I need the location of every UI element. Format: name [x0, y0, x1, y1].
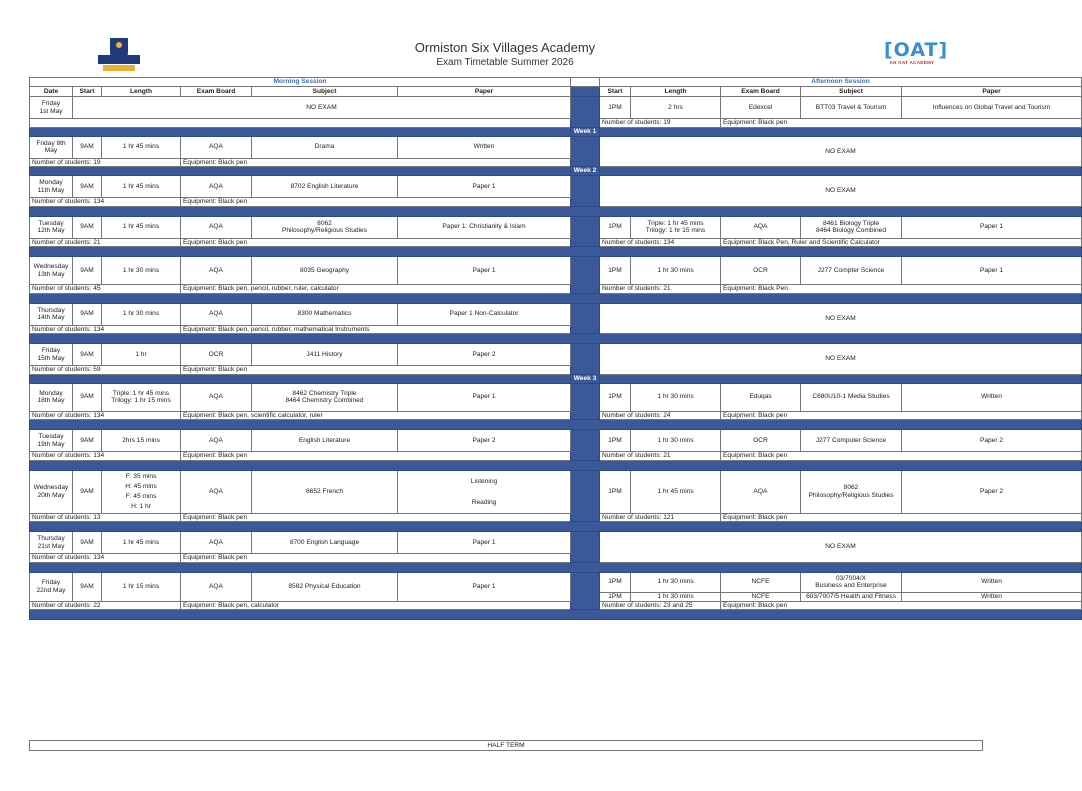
- table-row: Friday 15th May 9AM 1 hr OCR J411 History Paper 2 NO EXAM: [30, 344, 1082, 366]
- morning-session-label: Morning Session: [30, 78, 571, 87]
- table-row: Thursday 21st May 9AM 1 hr 45 mins AQA 8700 English Language Paper 1 NO EXAM: [30, 532, 1082, 554]
- session-row: [30, 78, 1082, 87]
- week-row: [30, 127, 1082, 136]
- col-subject: Subject: [252, 87, 398, 97]
- oat-logo-text: [OAT]: [884, 39, 949, 61]
- afternoon-session-label: Afternoon Session: [600, 78, 1082, 87]
- table-row: Friday 22nd May 9AM 1 hr 15 mins AQA 8582 Physical Education Paper 1 1PM 1 hr 30 mins NCFE 03/7004/X Business and Enterprise Written: [30, 572, 1082, 592]
- table-row: Thursday 14th May 9AM 1 hr 30 mins AQA 8300 Mathematics Paper 1 Non-Calculator NO EXAM: [30, 303, 1082, 325]
- col-length-pm: Length: [631, 87, 721, 97]
- table-row: Tuesday 12th May 9AM 1 hr 45 mins AQA 8062 Philosophy/Religious Studies Paper 1: Christianity & Islam 1PM Triple: 1 hr 45 mins Trilogy: 1 hr 15 mins AQA 8461 Biology Triple 8464 Biology Combined Paper 1: [30, 216, 1082, 238]
- week-3-label: Week 3: [571, 374, 600, 383]
- col-start: Start: [73, 87, 102, 97]
- week-2-label: Week 2: [571, 167, 600, 176]
- table-row: Number of students: 19 Equipment: Black pen: [30, 119, 1082, 128]
- half-term-label: HALF TERM: [29, 740, 983, 751]
- date-cell: Friday 1st May: [30, 97, 73, 119]
- col-board-pm: Exam Board: [721, 87, 801, 97]
- oat-tagline: AN OAT ACADEMY: [889, 60, 935, 65]
- col-board: Exam Board: [181, 87, 252, 97]
- col-start-pm: Start: [600, 87, 631, 97]
- table-row: Tuesday 19th May 9AM 2hrs 15 mins AQA English Literature Paper 2 1PM 1 hr 30 mins OCR J277 Computer Science Paper 2: [30, 430, 1082, 452]
- week-row: [30, 374, 1082, 383]
- col-length: Length: [102, 87, 181, 97]
- exam-timetable: Morning Session Afternoon Session Date Start Length Exam Board Subject Paper Start Length Exam Board Subject Paper Friday 1st May NO EXAM 1PM 2 hrs Edexcel BTT03 Travel & Tourism Influences on Global Travel and Tourism Number of students: 19 Equipment: Black pen Week 1 Friday 8th May 9AM 1 hr 45 mins AQA Drama Written NO EXAM Number of students: 19 Equipment: Black pen Week 2 Monday 11th May 9AM 1 hr 45 mins AQA 8702 English Literature Paper 1 NO EXAM Number of students: 134 Equipment: Black pen Tuesday 12th May 9AM 1 hr 45 mins AQA 8062 Philosophy/Religious Studies Paper 1: Christianity & Islam 1PM Triple: 1 hr 45 mins Trilogy: 1 hr 15 mins AQA 8461 Biology Triple 8464 Biology Combined Paper 1 Number of students: 21 Equipment: Black pen Number of students: 134 Equipment: Black Pen, Ruler and Scientific Calculator Wednesday 13th May 9AM 1 hr 30 mins AQA 8035 Geography Paper 1 1PM 1 hr 30 mins OCR J277 Compter Science Paper 1 Number of students: 45 Equipment: Black pen, pencil, rubber, ruler, calculator Number of students: 21 Equipment: Black Pen Thursday 14th May 9AM 1 hr 30 mins AQA 8300 Mathematics Paper 1 Non-Calculator NO EXAM Number of students: 134 Equipment: Black pen, pencil, rubber, mathematical Instruments Friday 15th May 9AM 1 hr OCR J411 History Paper 2 NO EXAM Number of students: 59 Equipment: Black pen Week 3 Monday 18th May 9AM Triple: 1 hr 45 mins Trilogy: 1 hr 15 mins AQA 8462 Chemistry Triple 8464 Chemistry Combined Paper 1 1PM 1 hr 30 mins Eduqas C680U10-1 Media Studies Written Number of students: 134 Equipment: Black pen, scientific calculator, ruler Number of students: 24 Equipment: Black pen Tuesday 19th May 9AM 2hrs 15 mins AQA English Literature Paper 2 1PM 1 hr 30 mins OCR J277 Computer Science Paper 2 Number of students: 134 Equipment: Black pen Number of students: 21 Equipment: Black pen Wednesday 20th May 9AM F: 35 mins H: 45 mins F: 45 mins H: 1 hr AQA 8652 French Listening Reading 1PM 1 hr 45 mins AQA 8062 Philosophy/Religious Studies Paper 2 Number of students: 13 Equipment: Black pen Number of students: 121 Equipment: Black pen Thursday 21st May 9AM 1 hr 45 mins AQA 8700 English Language Paper 1 NO EXAM Number of students: 134 Equipment: Black pen Friday 22nd May 9AM 1 hr 15 mins AQA 8582 Physical Education Paper 1 1PM 1 hr 30 mins NCFE 03/7004/X Business and Enterprise Written 1PM 1 hr 30 mins NCFE 603/7007/5 Health and Fitness Written Number of students: 22 Equipment: Black pen, calculator Number of students: 23 and 25 Equipment: Black pen: [29, 77, 1082, 620]
- table-row: Friday 8th May 9AM 1 hr 45 mins AQA Drama Written NO EXAM: [30, 136, 1082, 158]
- col-paper-pm: Paper: [902, 87, 1082, 97]
- page-title: Ormiston Six Villages Academy: [414, 40, 596, 55]
- table-row: Wednesday 13th May 9AM 1 hr 30 mins AQA 8035 Geography Paper 1 1PM 1 hr 30 mins OCR J277 Compter Science Paper 1: [30, 257, 1082, 285]
- no-exam: NO EXAM: [73, 97, 571, 119]
- week-1-label: Week 1: [571, 127, 600, 136]
- table-row: Monday 18th May 9AM Triple: 1 hr 45 mins Trilogy: 1 hr 15 mins AQA 8462 Chemistry Triple 8464 Chemistry Combined Paper 1 1PM 1 hr 30 mins Eduqas C680U10-1 Media Studies Written: [30, 383, 1082, 411]
- week-row: [30, 167, 1082, 176]
- column-header-row: [30, 87, 1082, 97]
- table-row: Friday 1st May NO EXAM 1PM 2 hrs Edexcel BTT03 Travel & Tourism Influences on Global Travel and Tourism: [30, 97, 1082, 119]
- table-row: Monday 11th May 9AM 1 hr 45 mins AQA 8702 English Literature Paper 1 NO EXAM: [30, 176, 1082, 198]
- col-paper: Paper: [398, 87, 571, 97]
- page-subtitle: Exam Timetable Summer 2026: [436, 57, 574, 68]
- table-row: Wednesday 20th May 9AM F: 35 mins H: 45 mins F: 45 mins H: 1 hr AQA 8652 French Listening Reading 1PM 1 hr 45 mins AQA 8062 Philosophy/Religious Studies Paper 2: [30, 470, 1082, 513]
- col-subject-pm: Subject: [801, 87, 902, 97]
- col-date: Date: [30, 87, 73, 97]
